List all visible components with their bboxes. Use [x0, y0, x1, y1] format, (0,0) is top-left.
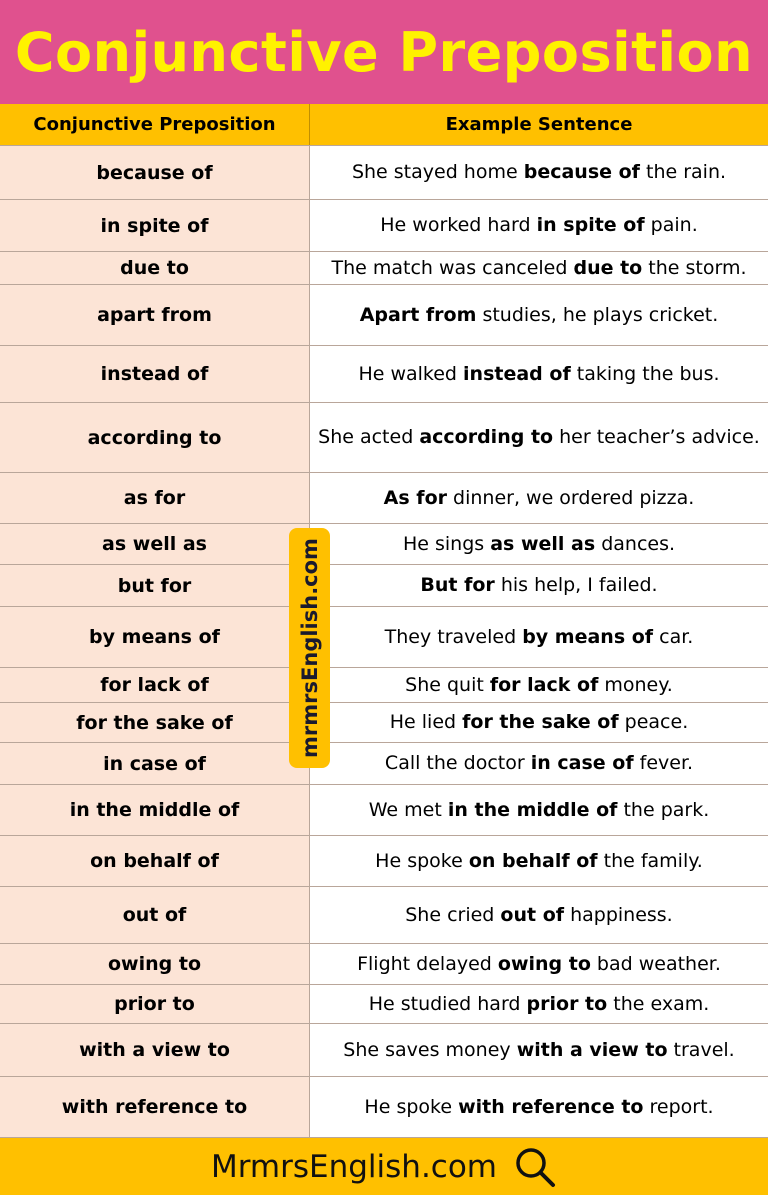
table-row — [0, 944, 768, 985]
example-sentence-cell — [310, 607, 768, 667]
sentence-prefix: She cried — [405, 903, 501, 926]
example-sentence — [405, 901, 672, 930]
table-row — [0, 565, 768, 607]
sentence-prefix: Call the doctor — [384, 752, 531, 775]
example-sentence — [384, 484, 695, 513]
preposition-cell: because of — [0, 146, 310, 199]
example-sentence-cell — [310, 985, 768, 1023]
table-row — [0, 985, 768, 1024]
example-sentence-cell — [310, 743, 768, 784]
sentence-highlight: As for — [383, 486, 447, 509]
example-sentence — [420, 571, 657, 600]
example-sentence-cell — [310, 668, 768, 702]
sentence-suffix: the exam. — [607, 992, 710, 1015]
example-sentence — [403, 530, 675, 559]
example-sentence-cell — [310, 944, 768, 984]
example-sentence-cell — [310, 252, 768, 284]
preposition-cell: apart from — [0, 285, 310, 345]
sentence-suffix: his help, I failed. — [494, 574, 658, 597]
example-sentence-cell — [310, 887, 768, 943]
sentence-highlight: But for — [420, 574, 495, 597]
preposition-cell: due to — [0, 252, 310, 284]
sentence-highlight: by means of — [522, 625, 654, 648]
preposition-cell: owing to — [0, 944, 310, 984]
sentence-highlight: in case of — [530, 752, 634, 775]
preposition-cell: as for — [0, 473, 310, 523]
sentence-highlight: because of — [523, 161, 640, 184]
sentence-highlight: in spite of — [536, 214, 645, 237]
sentence-highlight: with reference to — [458, 1095, 644, 1118]
example-sentence — [369, 796, 710, 825]
sentence-suffix: fever. — [633, 752, 694, 775]
example-sentence-cell — [310, 524, 768, 564]
table-row — [0, 1077, 768, 1138]
example-sentence — [369, 990, 710, 1019]
page-header — [0, 0, 768, 104]
sentence-prefix: Flight delayed — [357, 952, 498, 975]
sentence-suffix: report. — [643, 1095, 714, 1118]
sentence-highlight: in the middle of — [447, 798, 618, 821]
example-sentence-cell — [310, 285, 768, 345]
sentence-highlight: prior to — [526, 992, 608, 1015]
magnifier-icon — [513, 1145, 557, 1189]
preposition-cell: in the middle of — [0, 785, 310, 835]
sentence-prefix: He spoke — [364, 1095, 459, 1118]
sentence-suffix: travel. — [667, 1038, 735, 1061]
sentence-prefix: She acted — [318, 426, 420, 449]
sentence-prefix: They traveled — [384, 625, 523, 648]
watermark-badge — [289, 528, 330, 768]
example-sentence-cell — [310, 785, 768, 835]
sentence-prefix: She quit — [405, 673, 490, 696]
sentence-prefix: We met — [368, 798, 448, 821]
preposition-cell: out of — [0, 887, 310, 943]
page-title: Conjunctive Preposition — [14, 20, 754, 84]
example-sentence — [360, 301, 719, 330]
example-sentence-cell — [310, 146, 768, 199]
sentence-suffix: money. — [598, 673, 673, 696]
sentence-prefix: He sings — [402, 532, 491, 555]
example-sentence-cell — [310, 403, 768, 472]
sentence-suffix: her teacher’s advice. — [553, 426, 760, 449]
table-row — [0, 743, 768, 785]
sentence-highlight: for lack of — [489, 673, 599, 696]
sentence-highlight: with a view to — [516, 1038, 668, 1061]
sentence-highlight: Apart from — [359, 303, 477, 326]
sentence-highlight: due to — [573, 256, 643, 279]
table-row — [0, 1024, 768, 1077]
example-sentence-cell — [310, 565, 768, 606]
sentence-prefix: He spoke — [375, 849, 469, 872]
preposition-cell: for the sake of — [0, 703, 310, 742]
sentence-highlight: out of — [500, 903, 565, 926]
sentence-prefix: He lied — [389, 711, 463, 734]
sentence-suffix: the park. — [617, 798, 710, 821]
page-footer — [0, 1138, 768, 1195]
example-sentence-cell — [310, 703, 768, 742]
preposition-cell: prior to — [0, 985, 310, 1023]
table-row — [0, 607, 768, 668]
table-row — [0, 703, 768, 743]
sentence-suffix: dinner, we ordered pizza. — [447, 486, 695, 509]
preposition-cell: according to — [0, 403, 310, 472]
table-row — [0, 887, 768, 944]
sentence-highlight: on behalf of — [468, 849, 598, 872]
example-sentence — [380, 211, 697, 240]
preposition-cell: instead of — [0, 346, 310, 402]
example-sentence — [332, 254, 747, 283]
sentence-suffix: pain. — [644, 214, 698, 237]
sentence-suffix: taking the bus. — [570, 362, 720, 385]
example-sentence — [390, 708, 688, 737]
preposition-cell: with reference to — [0, 1077, 310, 1137]
column-header-preposition: Conjunctive Preposition — [0, 104, 310, 145]
table-row — [0, 668, 768, 703]
table-row — [0, 403, 768, 473]
sentence-prefix: She saves money — [343, 1038, 517, 1061]
sentence-highlight: according to — [419, 426, 554, 449]
example-sentence-cell — [310, 1024, 768, 1076]
example-sentence — [343, 1036, 734, 1065]
example-sentence-cell — [310, 473, 768, 523]
preposition-cell: in case of — [0, 743, 310, 784]
sentence-highlight: for the sake of — [462, 711, 619, 734]
sentence-prefix: He worked hard — [380, 214, 537, 237]
sentence-suffix: car. — [653, 625, 694, 648]
table-row — [0, 785, 768, 836]
preposition-table — [0, 104, 768, 1138]
example-sentence — [375, 847, 703, 876]
preposition-cell: by means of — [0, 607, 310, 667]
preposition-cell: with a view to — [0, 1024, 310, 1076]
example-sentence — [385, 749, 693, 778]
table-row — [0, 285, 768, 346]
example-sentence — [357, 950, 721, 979]
sentence-highlight: owing to — [497, 952, 591, 975]
example-sentence — [318, 423, 760, 452]
sentence-suffix: dances. — [595, 532, 676, 555]
table-header-row — [0, 104, 768, 146]
table-row — [0, 200, 768, 252]
sentence-highlight: instead of — [463, 362, 571, 385]
preposition-cell: for lack of — [0, 668, 310, 702]
sentence-prefix: He studied hard — [368, 992, 527, 1015]
table-row — [0, 836, 768, 887]
table-row — [0, 146, 768, 200]
example-sentence-cell — [310, 1077, 768, 1137]
table-row — [0, 473, 768, 524]
example-sentence-cell — [310, 200, 768, 251]
sentence-suffix: bad weather. — [590, 952, 721, 975]
footer-site-name: MrmrsEnglish.com — [210, 1148, 498, 1185]
sentence-suffix: the family. — [597, 849, 703, 872]
example-sentence-cell — [310, 346, 768, 402]
preposition-cell: in spite of — [0, 200, 310, 251]
sentence-suffix: happiness. — [564, 903, 673, 926]
sentence-prefix: The match was canceled — [331, 256, 574, 279]
column-header-example: Example Sentence — [310, 104, 768, 145]
preposition-cell: on behalf of — [0, 836, 310, 886]
example-sentence — [405, 671, 673, 700]
sentence-suffix: the storm. — [642, 256, 747, 279]
watermark-text: mrmrsEnglish.com — [297, 538, 322, 758]
example-sentence — [364, 1093, 713, 1122]
sentence-highlight: as well as — [490, 532, 596, 555]
sentence-suffix: peace. — [618, 711, 689, 734]
preposition-cell: as well as — [0, 524, 310, 564]
example-sentence — [385, 623, 694, 652]
example-sentence — [352, 158, 726, 187]
sentence-suffix: the rain. — [639, 161, 727, 184]
table-row — [0, 252, 768, 285]
table-row — [0, 346, 768, 403]
preposition-cell: but for — [0, 565, 310, 606]
sentence-suffix: studies, he plays cricket. — [476, 303, 719, 326]
sentence-prefix: She stayed home — [351, 161, 524, 184]
example-sentence — [358, 360, 719, 389]
example-sentence-cell — [310, 836, 768, 886]
sentence-prefix: He walked — [358, 362, 464, 385]
table-row — [0, 524, 768, 565]
